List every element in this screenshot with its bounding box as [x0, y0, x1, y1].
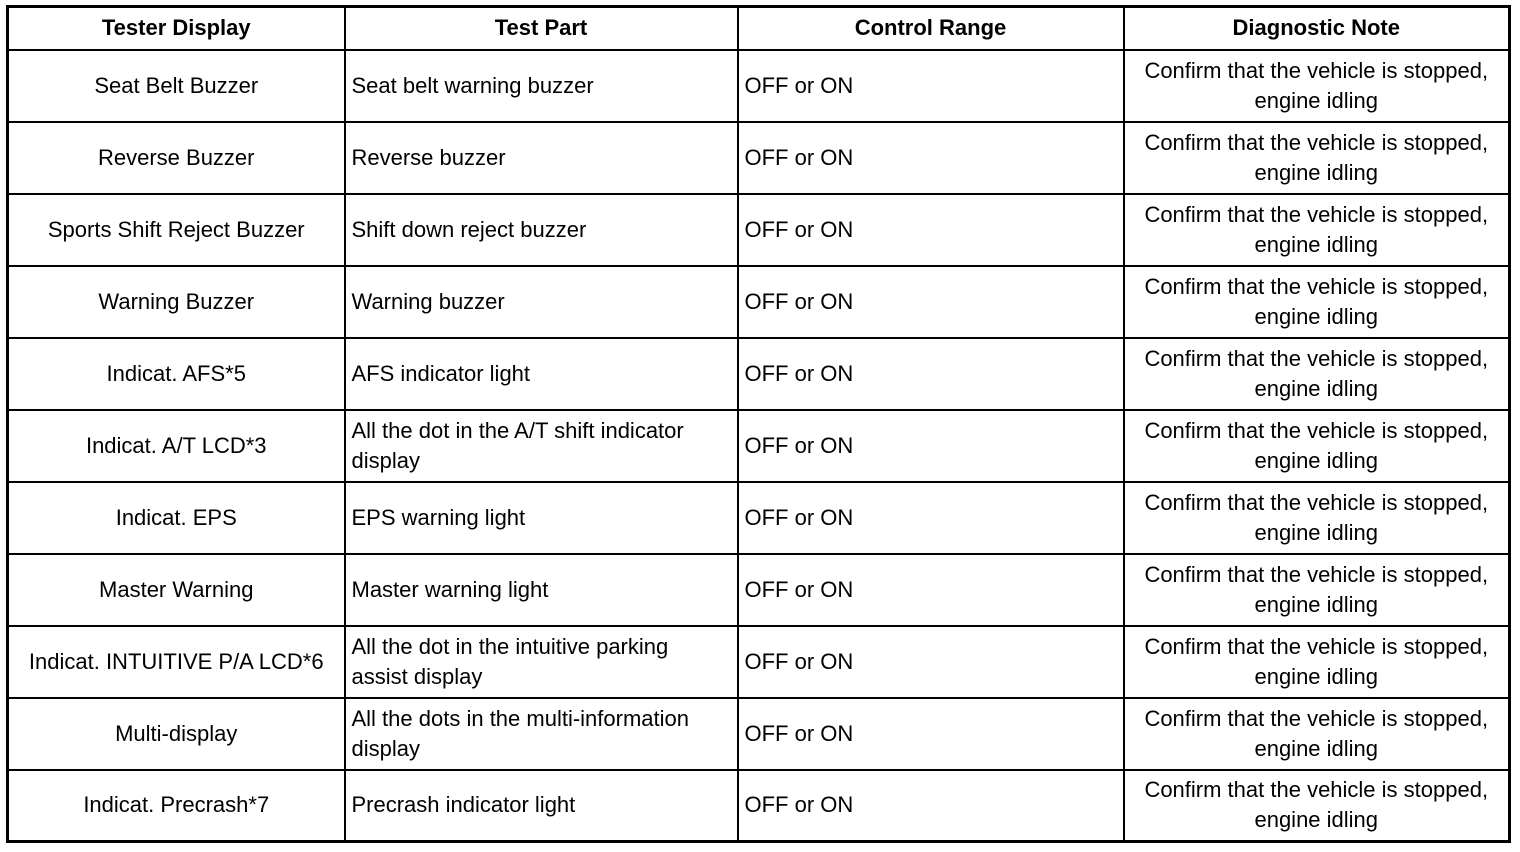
diagnostic-note-cell: Confirm that the vehicle is stopped, engine idling [1124, 626, 1510, 698]
control-range-cell: OFF or ON [738, 482, 1124, 554]
tester-display-cell: Indicat. INTUITIVE P/A LCD*6 [8, 626, 345, 698]
diagnostic-note-cell: Confirm that the vehicle is stopped, engine idling [1124, 482, 1510, 554]
table-row [8, 626, 1510, 698]
table-row [8, 338, 1510, 410]
test-part-cell: Precrash indicator light [345, 770, 738, 842]
tester-display-cell: Reverse Buzzer [8, 122, 345, 194]
table-row [8, 698, 1510, 770]
tester-display-cell: Indicat. EPS [8, 482, 345, 554]
table-row [8, 266, 1510, 338]
tester-display-cell: Indicat. Precrash*7 [8, 770, 345, 842]
tester-display-cell: Indicat. A/T LCD*3 [8, 410, 345, 482]
header-control-range: Control Range [738, 7, 1124, 50]
tester-display-cell: Warning Buzzer [8, 266, 345, 338]
table-row [8, 770, 1510, 842]
diagnostic-note-cell: Confirm that the vehicle is stopped, engine idling [1124, 410, 1510, 482]
control-range-cell: OFF or ON [738, 122, 1124, 194]
diagnostic-note-cell: Confirm that the vehicle is stopped, engine idling [1124, 770, 1510, 842]
tester-display-cell: Seat Belt Buzzer [8, 50, 345, 122]
diagnostic-note-cell: Confirm that the vehicle is stopped, engine idling [1124, 50, 1510, 122]
tester-display-cell: Multi-display [8, 698, 345, 770]
header-diagnostic-note: Diagnostic Note [1124, 7, 1510, 50]
active-test-table [6, 5, 1511, 843]
control-range-cell: OFF or ON [738, 770, 1124, 842]
control-range-cell: OFF or ON [738, 410, 1124, 482]
tester-display-cell: Master Warning [8, 554, 345, 626]
test-part-cell: Master warning light [345, 554, 738, 626]
header-tester-display: Tester Display [8, 7, 345, 50]
table-row [8, 50, 1510, 122]
diagnostic-note-cell: Confirm that the vehicle is stopped, engine idling [1124, 194, 1510, 266]
header-test-part: Test Part [345, 7, 738, 50]
test-part-cell: Seat belt warning buzzer [345, 50, 738, 122]
diagnostic-note-cell: Confirm that the vehicle is stopped, engine idling [1124, 338, 1510, 410]
table-row [8, 482, 1510, 554]
diagnostic-note-cell: Confirm that the vehicle is stopped, engine idling [1124, 698, 1510, 770]
test-part-cell: Reverse buzzer [345, 122, 738, 194]
table-row [8, 194, 1510, 266]
test-part-cell: All the dot in the intuitive parking assist display [345, 626, 738, 698]
diagnostic-note-cell: Confirm that the vehicle is stopped, engine idling [1124, 554, 1510, 626]
test-part-cell: All the dot in the A/T shift indicator display [345, 410, 738, 482]
table-row [8, 410, 1510, 482]
test-part-cell: AFS indicator light [345, 338, 738, 410]
diagnostic-note-cell: Confirm that the vehicle is stopped, engine idling [1124, 266, 1510, 338]
control-range-cell: OFF or ON [738, 194, 1124, 266]
control-range-cell: OFF or ON [738, 338, 1124, 410]
test-part-cell: Shift down reject buzzer [345, 194, 738, 266]
header-row [8, 7, 1510, 50]
tester-display-cell: Indicat. AFS*5 [8, 338, 345, 410]
test-part-cell: All the dots in the multi-information display [345, 698, 738, 770]
diagnostic-note-cell: Confirm that the vehicle is stopped, engine idling [1124, 122, 1510, 194]
control-range-cell: OFF or ON [738, 698, 1124, 770]
test-part-cell: Warning buzzer [345, 266, 738, 338]
control-range-cell: OFF or ON [738, 50, 1124, 122]
test-part-cell: EPS warning light [345, 482, 738, 554]
control-range-cell: OFF or ON [738, 626, 1124, 698]
table-row [8, 122, 1510, 194]
table-row [8, 554, 1510, 626]
tester-display-cell: Sports Shift Reject Buzzer [8, 194, 345, 266]
control-range-cell: OFF or ON [738, 266, 1124, 338]
control-range-cell: OFF or ON [738, 554, 1124, 626]
